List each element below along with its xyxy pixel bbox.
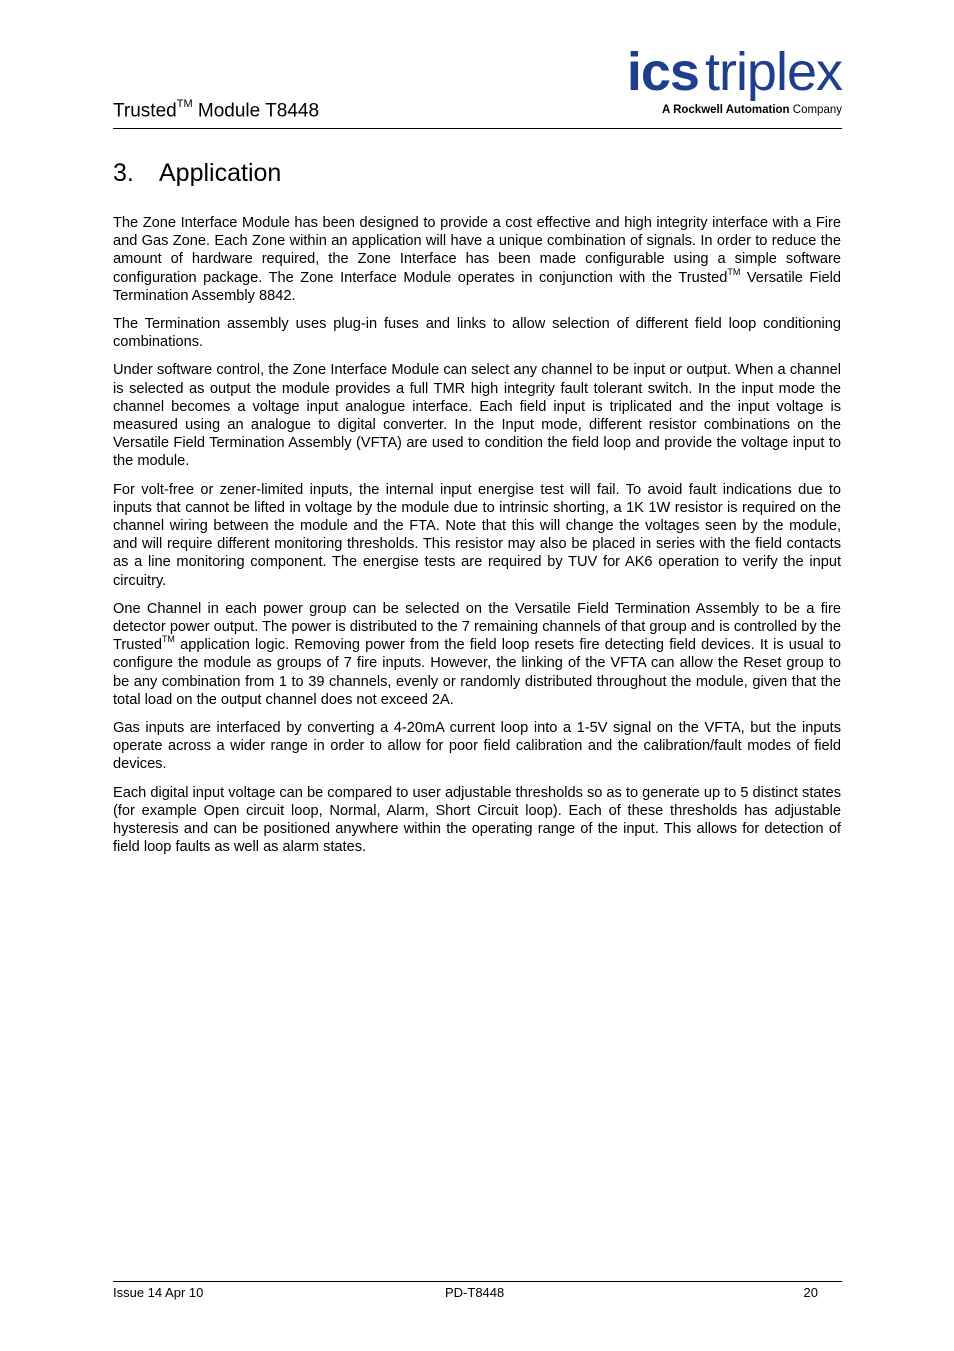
paragraph-1-text-end: Versatile Field Termination Assembly 8842. bbox=[113, 269, 841, 304]
paragraph-5 bbox=[113, 600, 841, 709]
logo-ics: ics bbox=[626, 42, 699, 102]
footer-issue: Issue 14 Apr 10 bbox=[113, 1285, 204, 1300]
paragraph-6: Gas inputs are interfaced by converting a 4-20mA current loop into a 1-5V signal on the VFTA, but the inputs operate across a wider range in order to allow for poor field calibration and the calibration/fault modes of field devices. bbox=[113, 720, 841, 773]
trademark-mark: TM bbox=[161, 634, 175, 645]
title-pre: Trusted bbox=[113, 100, 177, 122]
section-number: 3. bbox=[113, 159, 134, 187]
company-logo bbox=[592, 44, 842, 116]
section-heading bbox=[113, 159, 281, 188]
document-title bbox=[113, 100, 319, 122]
paragraph-7: Each digital input voltage can be compared to user adjustable thresholds so as to generate up to 5 distinct states (for example Open circuit loop, Normal, Alarm, Short Circuit loop). Each of these thresholds has adjustable hysteresis and can be positioned anywhere within the operating range of the input. This allows for detection of field loop faults as well as alarm states. bbox=[113, 784, 841, 856]
body-content bbox=[113, 214, 841, 867]
page-footer bbox=[113, 1281, 842, 1300]
paragraph-1-text: The Zone Interface Module has been designed to provide a cost effective and high integrity interface with a Fire and Gas Zone. Each Zone within an application will have a unique combination of signals. In order to reduce the amount of hardware required, the Zone Interface has been made configurable using a simple software configuration package. The Zone Interface Module operates in conjunction with the Trusted bbox=[113, 215, 841, 286]
logo-tagline bbox=[662, 104, 842, 116]
page-header bbox=[113, 40, 842, 129]
footer-doc-id: PD-T8448 bbox=[445, 1285, 505, 1300]
logo-tagline-rest: Company bbox=[789, 104, 842, 116]
paragraph-5-text: One Channel in each power group can be selected on the Versatile Field Termination Assembly to be a fire detector power output. The power is distributed to the 7 remaining channels of that group and is controlled by the Trusted bbox=[113, 600, 841, 654]
logo-tagline-bold: A Rockwell Automation bbox=[662, 104, 790, 116]
logo-triplex: triplex bbox=[704, 42, 842, 102]
paragraph-3: Under software control, the Zone Interface Module can select any channel to be input or output. When a channel is selected as output the module provides a full TMR high integrity fault tolerant switch. In the input mode the channel becomes a voltage input analogue interface. Each field input is triplicated and the input voltage is measured using an analogue to digital converter. In the Input mode, different resistor combinations on the Versatile Field Termination Assembly (VFTA) are used to condition the field loop and provide the voltage input to the module. bbox=[113, 362, 841, 470]
footer-page-number: 20 bbox=[803, 1285, 818, 1300]
paragraph-5-text-end: application logic. Removing power from the field loop resets fire detecting field devices. It is usual to configure the module as groups of 7 fire inputs. However, the linking of the VFTA can allow the Reset group to be any combination from 1 to 39 channels, evenly or randomly distributed throughout the module, given that the total load on the output channel does not exceed 2A. bbox=[113, 637, 841, 708]
paragraph-4: For volt-free or zener-limited inputs, the internal input energise test will fail. To avoid fault indications due to inputs that cannot be lifted in voltage by the module due to intrinsic shorting, a 1K 1W resistor is required on the channel wiring between the module and the FTA. Note that this will change the voltages seen by the module, and will require different monitoring thresholds. This resistor may also be placed in series with the field contacts as a line monitoring component. The energise tests are required by TUV for AK6 operation to verify the input circuitry. bbox=[113, 481, 841, 589]
section-title: Application bbox=[159, 159, 282, 187]
paragraph-1 bbox=[113, 214, 841, 305]
logo-wordmark bbox=[627, 44, 842, 100]
trademark-mark: TM bbox=[176, 98, 193, 110]
paragraph-2: The Termination assembly uses plug-in fuses and links to allow selection of different field loop conditioning combinations. bbox=[113, 316, 841, 351]
trademark-mark: TM bbox=[727, 266, 741, 277]
title-post: Module T8448 bbox=[192, 100, 320, 122]
